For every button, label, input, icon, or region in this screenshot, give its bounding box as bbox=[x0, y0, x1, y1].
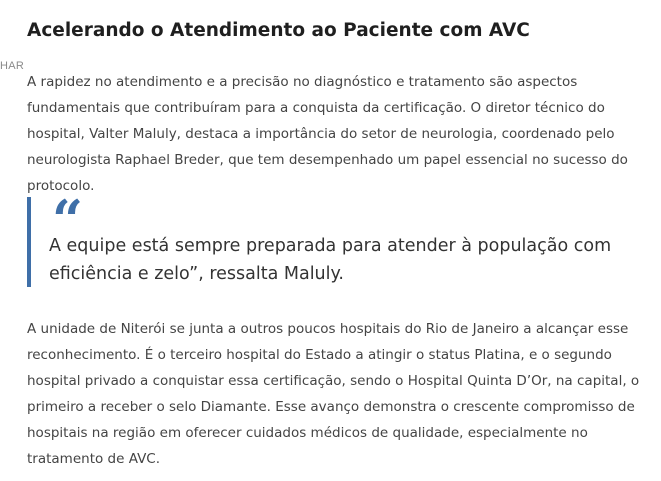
article-paragraph-intro: A rapidez no atendimento e a precisão no diagnóstico e tratamento são aspectos fundamentais que contribuíram para a conquista da certificação. O diretor técnico do hospital, Valter Maluly, destaca a importância do setor de neurologia, coordenado pelo neurologista Raphael Breder, que tem desempenhado um papel essencial no sucesso do protocolo. bbox=[27, 74, 628, 194]
quote-mark-icon: “ bbox=[52, 188, 84, 252]
pull-quote bbox=[27, 188, 656, 287]
article-heading: Acelerando o Atendimento ao Paciente com AVC bbox=[27, 20, 530, 41]
article-paragraph-niteroi: A unidade de Niterói se junta a outros poucos hospitais do Rio de Janeiro a alcançar esse reconhecimento. É o terceiro hospital do Estado a atingir o status Platina, e o segundo hospital privado a conquistar essa certificação, sendo o Hospital Quinta D’Or, na capital, o primeiro a receber o selo Diamante. Esse avanço demonstra o crescente compromisso de hospitais na região em oferecer cuidados médicos de qualidade, especialmente no tratamento de AVC. bbox=[27, 321, 640, 467]
share-button[interactable]: HAR bbox=[0, 60, 25, 72]
quote-text: A equipe está sempre preparada para atender à população com eficiência e zelo”, ressalta Maluly. bbox=[49, 236, 612, 284]
